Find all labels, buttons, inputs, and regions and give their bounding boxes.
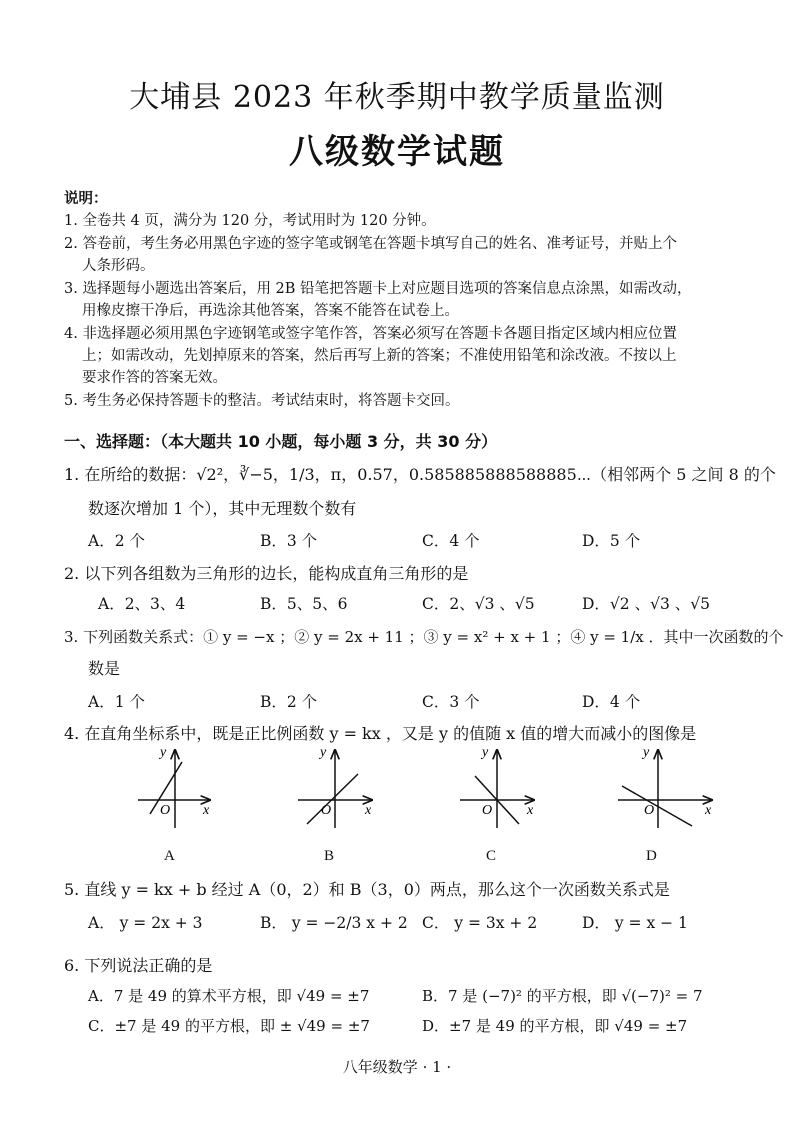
question-1-stem-cont: 数逐次增加 1 个），其中无理数个数有 (88, 499, 357, 518)
instruction-line: 1. 全卷共 4 页，满分为 120 分，考试用时为 120 分钟。 (64, 213, 436, 229)
question-3-option-d: D．4 个 (582, 693, 641, 711)
question-4-graphs (0, 740, 794, 840)
question-6-option-a: A．7 是 49 的算术平方根，即 √49 = ±7 (88, 987, 370, 1005)
exam-subject-title: 八级数学试题 (289, 132, 505, 172)
question-1-option-c: C．4 个 (422, 532, 480, 550)
question-6-option-c: C．±7 是 49 的平方根，即 ± √49 = ±7 (88, 1017, 370, 1035)
question-3-option-a: A．1 个 (88, 693, 145, 711)
instructions-heading: 说明： (64, 190, 108, 207)
question-6-option-d: D．±7 是 49 的平方根，即 √49 = ±7 (422, 1017, 688, 1035)
question-5-option-c: C． y = 3x + 2 (422, 914, 538, 932)
origin-label: O (644, 803, 655, 818)
question-3-option-c: C．3 个 (422, 693, 480, 711)
function-line (622, 786, 692, 826)
instruction-line: 3. 选择题每小题选出答案后，用 2B 铅笔把答题卡上对应题目选项的答案信息点涂黑，如需改动， (64, 281, 692, 297)
question-5-stem: 5. 直线 y = kx + b 经过 A（0，2）和 B（3，0）两点，那么这个一次函数关系式是 (64, 880, 670, 899)
question-3-stem: 3. 下列函数关系式：① y = −x ；② y = 2x + 11 ；③ y = x² + x + 1 ；④ y = 1/x ．其中一次函数的个 (64, 628, 784, 646)
axis-y-label: y (482, 745, 489, 760)
origin-label: O (160, 803, 171, 818)
graph-label-b: B (324, 848, 335, 864)
axis-y-label: y (320, 745, 327, 760)
question-1-option-b: B．3 个 (260, 532, 318, 550)
question-5-option-d: D． y = x − 1 (582, 914, 688, 932)
graph-b (298, 745, 372, 828)
question-2-option-b: B．5、5、6 (260, 595, 348, 613)
function-line (307, 774, 358, 824)
instruction-line: 2. 答卷前，考生务必用黑色字迹的签字笔或钢笔在答题卡填写自己的姓名、准考证号，并贴上个 (64, 236, 677, 252)
instruction-line: 用橡皮擦干净后，再选涂其他答案，答案不能答在试卷上。 (82, 303, 459, 319)
instruction-line: 人条形码。 (82, 258, 155, 274)
question-5-option-b: B． y = −2/3 x + 2 (260, 914, 408, 932)
question-2-option-c: C．2、√3 、√5 (422, 595, 535, 613)
axis-x-label: x (705, 803, 712, 818)
origin-label: O (482, 803, 493, 818)
axis-x-label: x (527, 803, 534, 818)
section-title: 一、选择题：（本大题共 10 小题，每小题 3 分，共 30 分） (64, 432, 498, 451)
axis-y-label: y (643, 745, 650, 760)
question-1-option-d: D．5 个 (582, 532, 641, 550)
axis-y-label: y (160, 745, 167, 760)
instruction-line: 上；如需改动，先划掉原来的答案，然后再写上新的答案；不准使用铅笔和涂改液。不按以上 (82, 348, 677, 364)
page-footer: 八年级数学 · 1 · (342, 1058, 452, 1076)
question-4-stem: 4. 在直角坐标系中，既是正比例函数 y = kx ，又是 y 的值随 x 值的增大而减小的图像是 (64, 724, 697, 743)
graph-d (618, 745, 712, 828)
graph-label-a: A (164, 848, 175, 864)
question-2-option-a: A．2、3、4 (98, 595, 186, 613)
question-3-option-b: B．2 个 (260, 693, 318, 711)
question-3-stem-cont: 数是 (88, 659, 121, 678)
question-1-stem: 1. 在所给的数据：√2²，∛−5，1/3，π，0.57，0.585885888588885⋯（相邻两个 5 之间 8 的个 (64, 465, 776, 484)
instruction-line: 5. 考生务必保持答题卡的整洁。考试结束时，将答题卡交回。 (64, 393, 460, 409)
graph-a (138, 745, 210, 828)
graph-label-d: D (646, 848, 657, 864)
instruction-line: 4. 非选择题必须用黑色字迹钢笔或签字笔作答，答案必须写在答题卡各题目指定区域内相应位置 (64, 326, 677, 342)
question-5-option-a: A． y = 2x + 3 (88, 914, 203, 932)
instruction-line: 要求作答的答案无效。 (82, 370, 227, 386)
question-2-option-d: D．√2 、√3 、√5 (582, 595, 710, 613)
graph-c (460, 745, 534, 828)
graph-label-c: C (486, 848, 497, 864)
question-2-stem: 2. 以下列各组数为三角形的边长，能构成直角三角形的是 (64, 564, 469, 583)
origin-label: O (321, 803, 332, 818)
exam-header-title: 大埔县 2023 年秋季期中教学质量监测 (129, 80, 665, 115)
question-1-option-a: A．2 个 (88, 532, 145, 550)
question-6-option-b: B．7 是 (−7)² 的平方根，即 √(−7)² = 7 (422, 987, 703, 1005)
axis-x-label: x (365, 803, 372, 818)
axis-x-label: x (203, 803, 210, 818)
question-6-stem: 6. 下列说法正确的是 (64, 956, 213, 975)
